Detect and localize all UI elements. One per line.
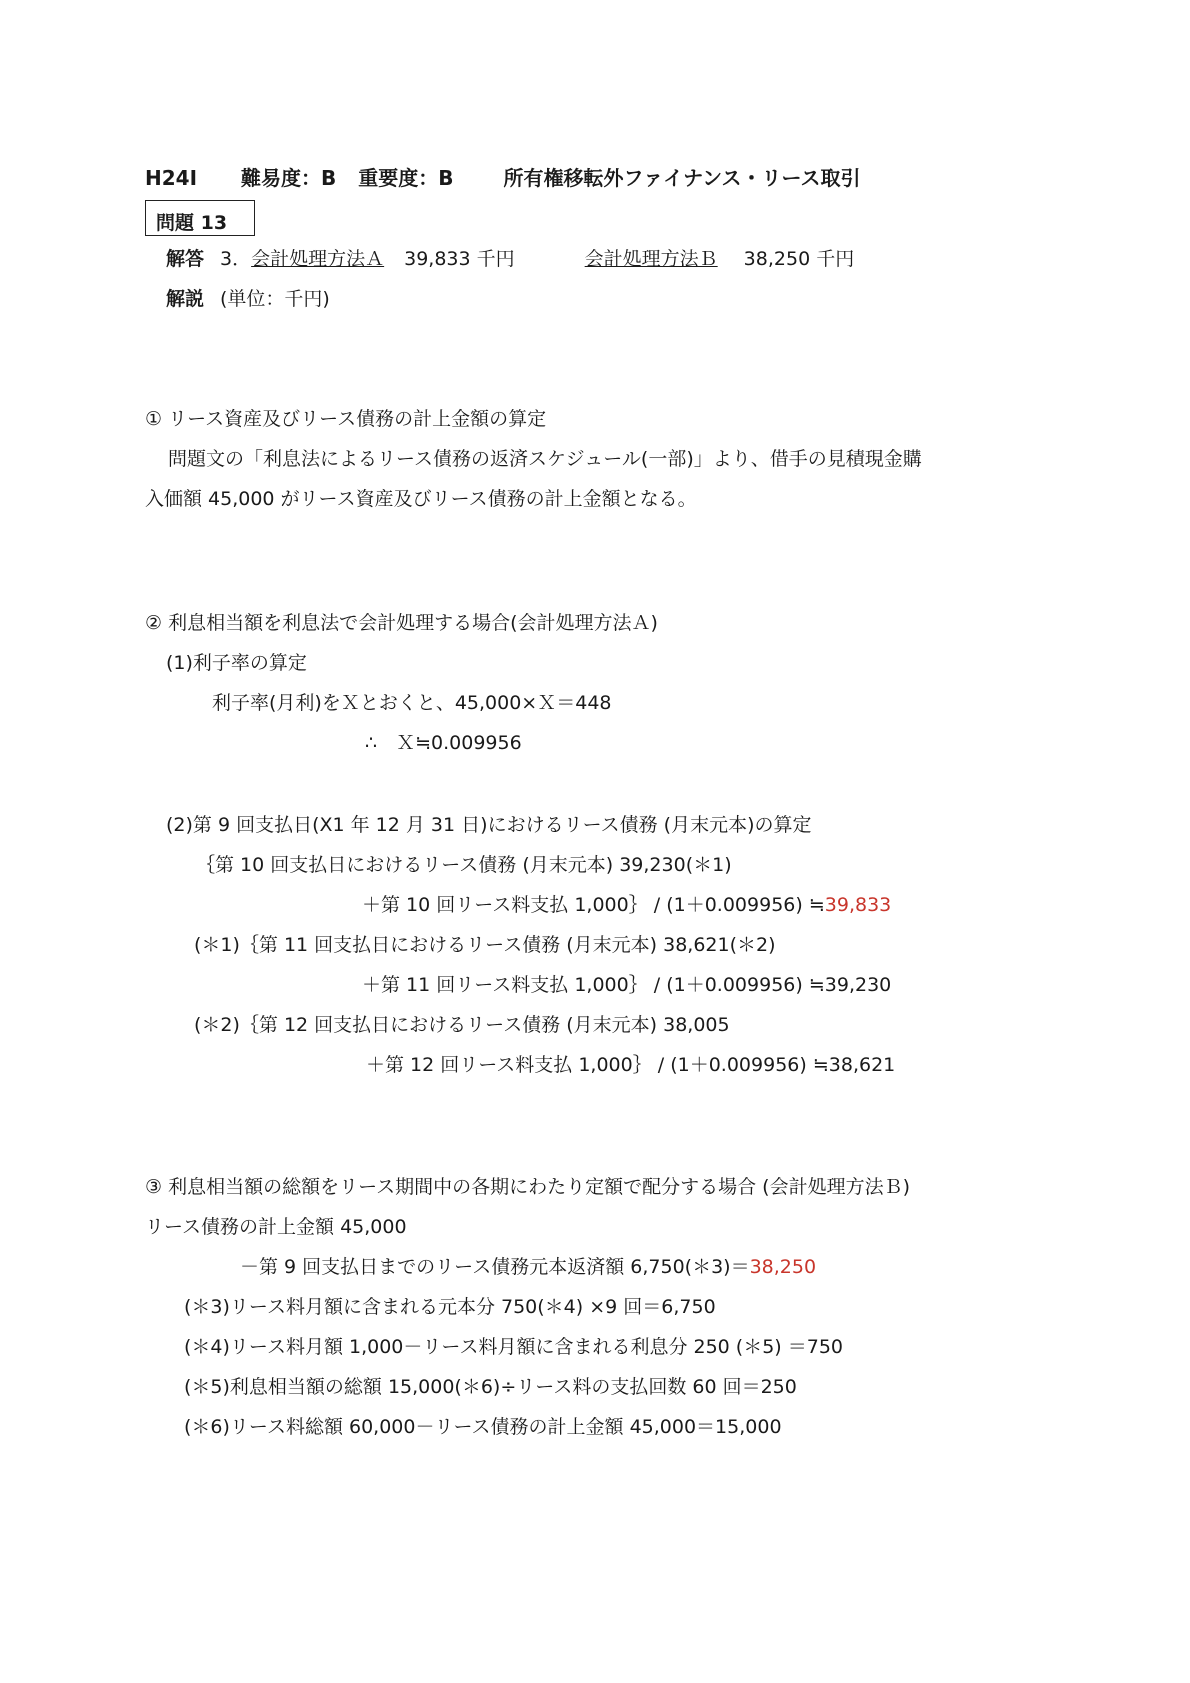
note-6: (＊6)リース料総額 60,000－リース債務の計上金額 45,000＝15,000 [184, 1416, 782, 1438]
topic-title: 所有権移転外ファイナンス・リース取引 [503, 166, 861, 190]
calc-line-1b [362, 894, 891, 917]
calc-line-1b-text: ＋第 10 回リース料支払 1,000｝ / (1＋0.009956) ≒ [362, 894, 825, 916]
method-b-result: 38,250 [749, 1256, 817, 1278]
liability-subheading: (2)第 9 回支払日(X1 年 12 月 31 日)におけるリース債務 (月末元本)の算定 [166, 814, 812, 836]
answer-choice: 3． [220, 248, 252, 270]
section1-paragraph-line2: 入価額 45,000 がリース資産及びリース債務の計上金額となる。 [145, 488, 697, 510]
answer-line [166, 248, 854, 271]
note-3: (＊3)リース料月額に含まれる元本分 750(＊4) ×9 回＝6,750 [184, 1296, 716, 1318]
header-code: H24Ⅰ [145, 166, 198, 190]
calc-line-2b: ＋第 11 回リース料支払 1,000｝ / (1＋0.009956) ≒39,230 [362, 974, 892, 996]
calc-line-1a: ｛第 10 回支払日におけるリース債務 (月末元本) 39,230(＊1) [196, 854, 732, 876]
interest-rate-result: ∴ Ｘ≒0.009956 [365, 732, 522, 754]
section2-heading: ② 利息相当額を利息法で会計処理する場合(会計処理方法Ａ) [145, 612, 658, 634]
explanation-label: 解説 [166, 288, 205, 310]
section1-heading: ① リース資産及びリース債務の計上金額の算定 [145, 408, 547, 430]
section3-heading: ③ 利息相当額の総額をリース期間中の各期にわたり定額で配分する場合 (会計処理方法Ｂ) [145, 1176, 910, 1198]
explanation-line [166, 288, 330, 311]
note-4: (＊4)リース料月額 1,000－リース料月額に含まれる利息分 250 (＊5) ＝750 [184, 1336, 844, 1358]
section3-line2-text: －第 9 回支払日までのリース債務元本返済額 6,750(＊3)＝ [240, 1256, 750, 1278]
calc-line-3b: ＋第 12 回リース料支払 1,000｝ / (1＋0.009956) ≒38,621 [366, 1054, 896, 1076]
interest-rate-equation: 利子率(月利)をＸとおくと、45,000×Ｘ＝448 [212, 692, 612, 714]
note-5: (＊5)利息相当額の総額 15,000(＊6)÷リース料の支払回数 60 回＝250 [184, 1376, 797, 1398]
section3-line1: リース債務の計上金額 45,000 [145, 1216, 407, 1238]
answer-label: 解答 [166, 248, 205, 270]
unit-note: (単位：千円) [220, 288, 330, 310]
method-a-result: 39,833 [824, 894, 892, 916]
difficulty-label: 難易度：B [241, 166, 337, 190]
interest-rate-subheading: (1)利子率の算定 [166, 652, 307, 674]
header [145, 166, 861, 190]
importance-label: 重要度：B [358, 166, 454, 190]
question-label: 問題 13 [156, 212, 228, 234]
question-label-box [145, 200, 255, 236]
calc-line-2a: (＊1)｛第 11 回支払日におけるリース債務 (月末元本) 38,621(＊2) [194, 934, 776, 956]
method-a-label: 会計処理方法Ａ [251, 248, 385, 270]
calc-line-3a: (＊2)｛第 12 回支払日におけるリース債務 (月末元本) 38,005 [194, 1014, 730, 1036]
method-b-value: 38,250 千円 [743, 248, 855, 270]
section1-paragraph-line1: 問題文の「利息法によるリース債務の返済スケジュール(一部)」より、借手の見積現金購 [168, 448, 922, 470]
method-b-label: 会計処理方法Ｂ [584, 248, 718, 270]
section3-line2 [240, 1256, 816, 1279]
method-a-value: 39,833 千円 [404, 248, 515, 270]
